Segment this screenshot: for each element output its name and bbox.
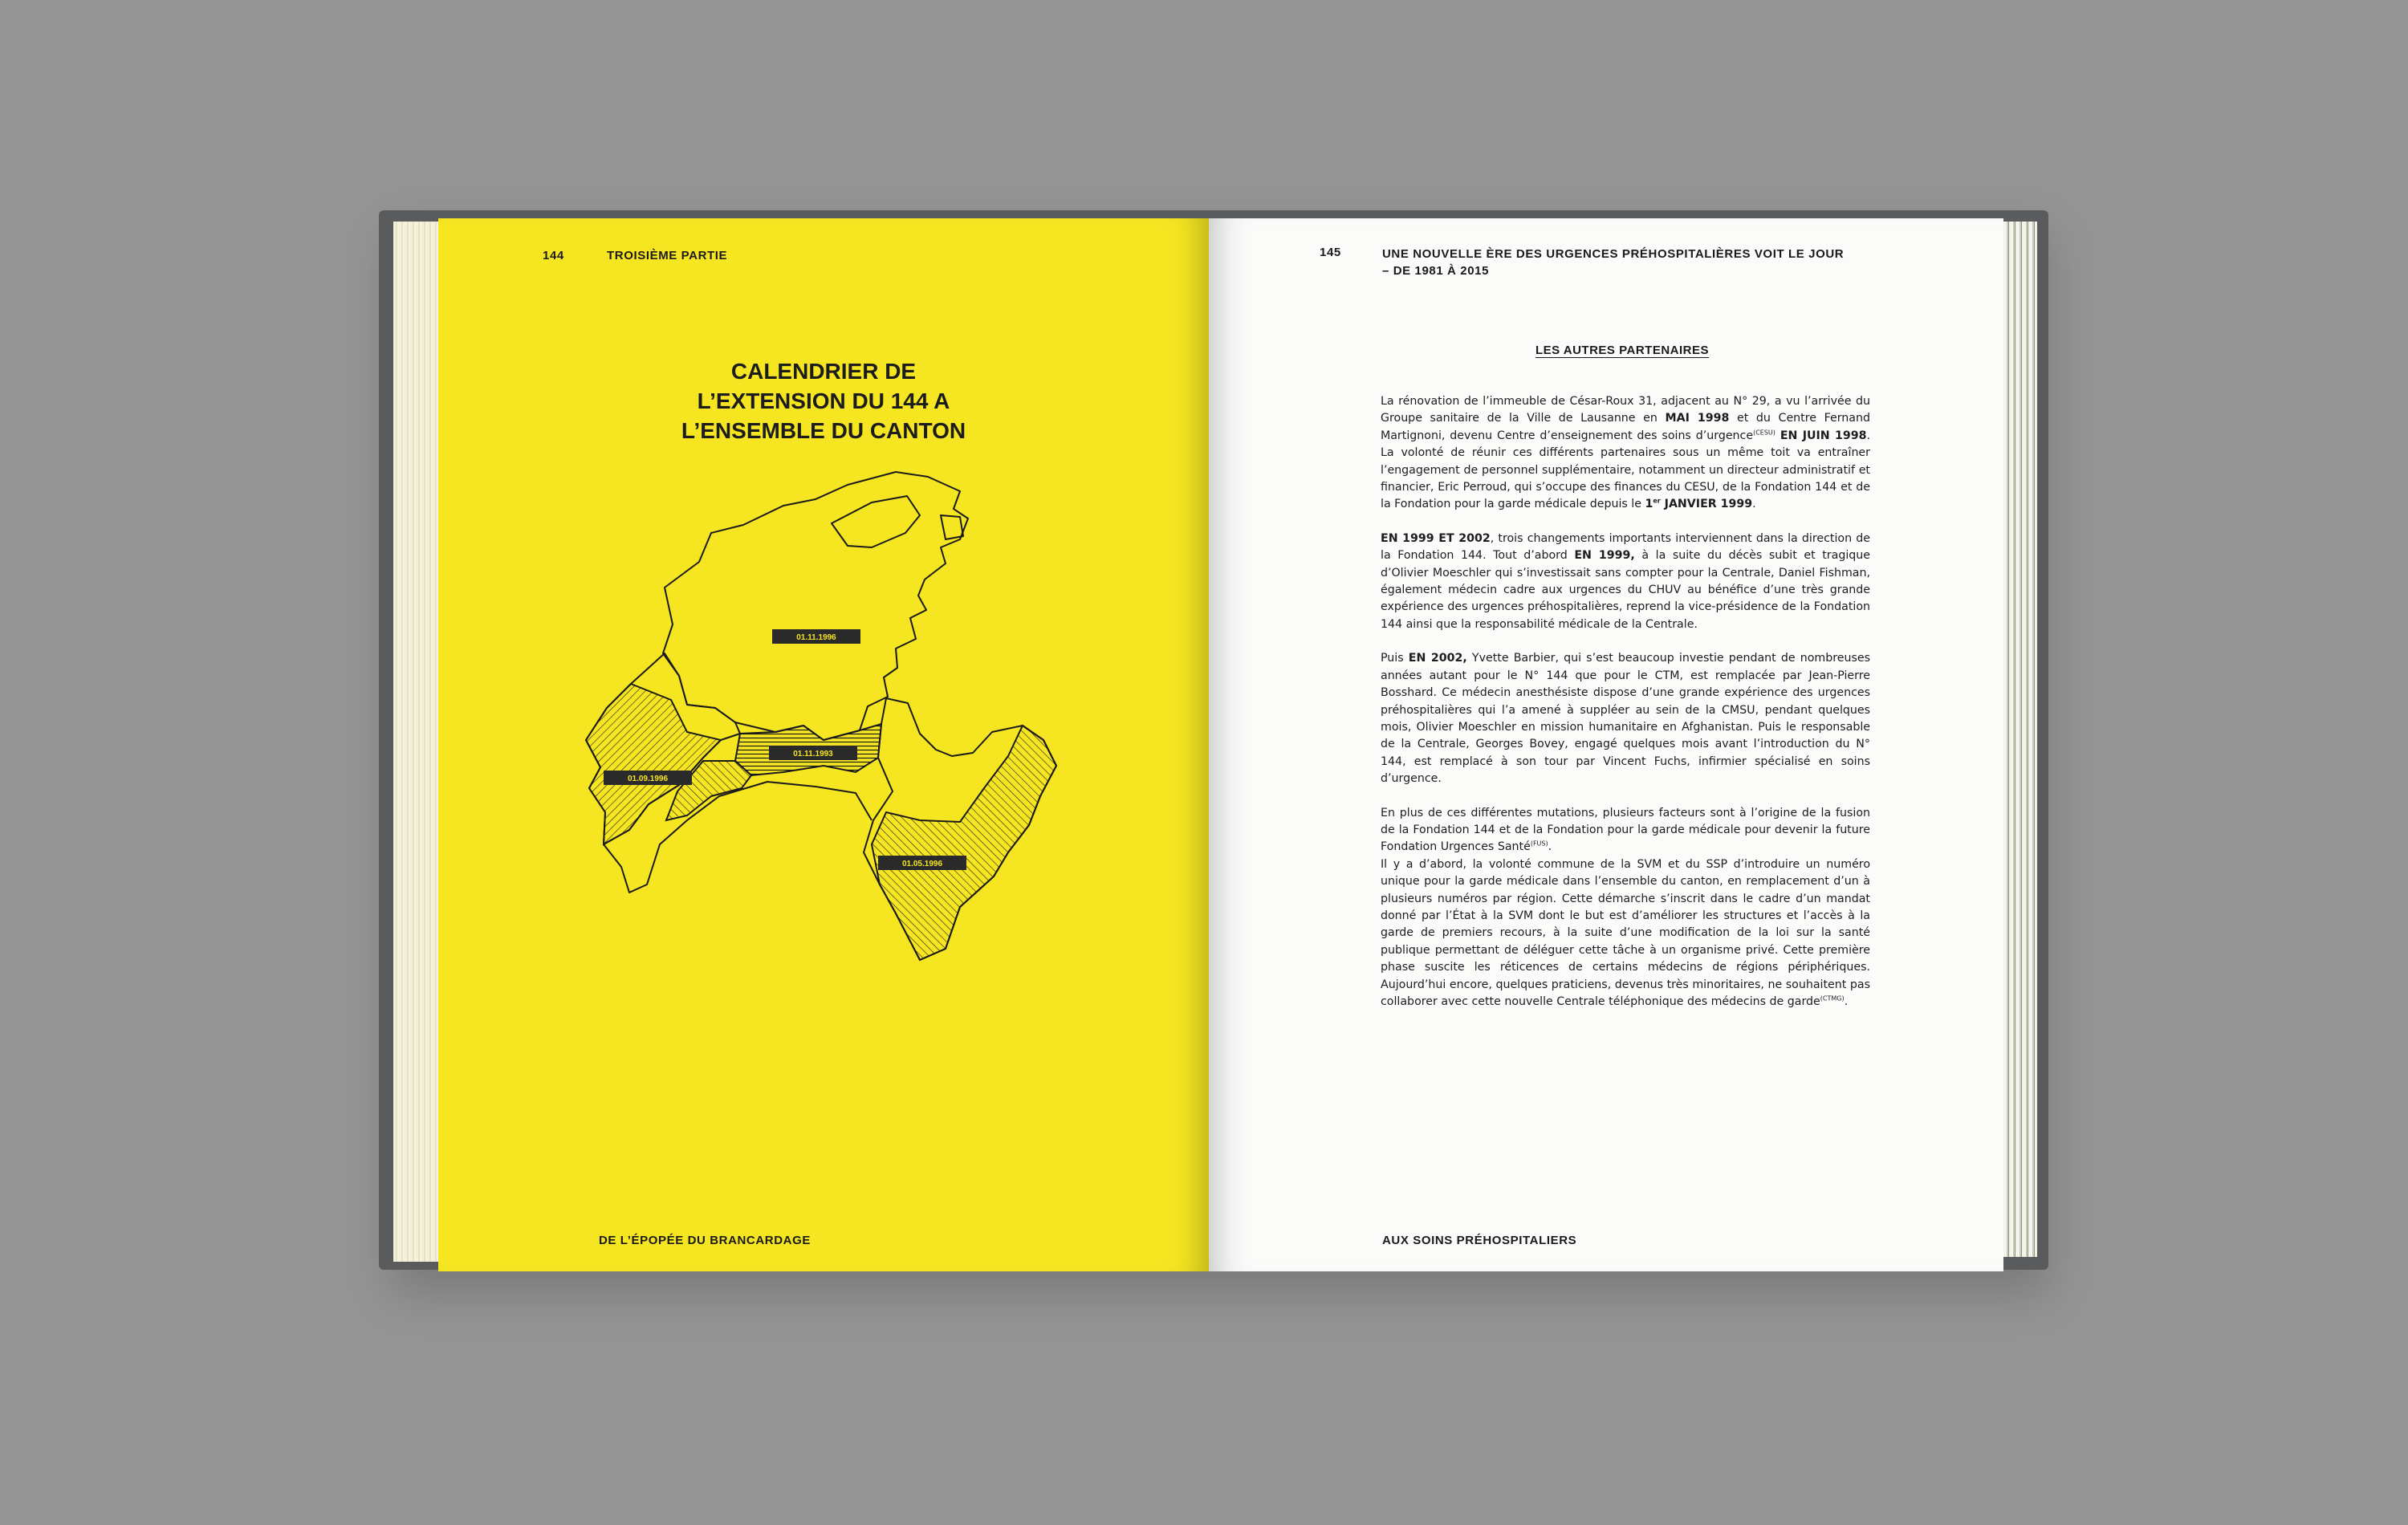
paragraph-4	[1381, 805, 1870, 856]
p5-text-end: .	[1844, 995, 1849, 1008]
p1-bold-june-1998: EN JUIN 1998	[1780, 429, 1867, 442]
p1-sup-cesu: (CESU)	[1753, 429, 1775, 437]
section-title-text: LES AUTRES PARTENAIRES	[1535, 344, 1710, 357]
right-running-head-line-1: UNE NOUVELLE ÈRE DES URGENCES PRÉHOSPITALIÈRES VOIT LE JOUR	[1382, 247, 1845, 261]
map-title-line-1: CALENDRIER DE	[730, 359, 917, 384]
map-label-north	[772, 629, 860, 644]
p2-text-d: à la suite du décès subit et tragique d’Olivier Moeschler qui s’investissait sans compter pour la Centrale, Daniel Fishman, également médecin cadre aux urgences du CHUV au bénéfice d’une très grande expérience des urgences préhospitalières, reprend la vice-présidence de la Fondation 144 ainsi que la responsabilité médicale de la Centrale.	[1381, 549, 1870, 631]
map-title-line-2: L’EXTENSION DU 144 A	[697, 388, 950, 413]
p1-sup-er: er	[1653, 497, 1661, 505]
p3-bold-2002: EN 2002,	[1408, 652, 1467, 665]
region-enclave	[941, 515, 963, 539]
map-label-east-text: 01.05.1996	[901, 860, 943, 868]
left-footer: DE L’ÉPOPÉE DU BRANCARDAGE	[599, 1234, 811, 1247]
paragraph-1	[1381, 393, 1870, 514]
map-title	[623, 356, 1024, 445]
p5-text-a: Il y a d’abord, la volonté commune de la SVM et du SSP d’introduire un numéro unique pour la garde médicale dans l’ensemble du canton, en remplacement d’un à plusieurs numéros par région. Cette démarche s’inscrit dans le cadre d’un mandat donné par l’État à la SVM dont le but est d’améliorer les structures et l’accès à la garde de premiers recours, à la suite d’une modification de la loi sur la santé publique permettant de déléguer cette tâche à un organisme privé. Cette première phase suscite les réticences de certains médecins de régions périphériques. Aujourd’hui encore, quelques praticiens, devenus très minoritaires, ne souhaitent pas collaborer avec cette nouvelle Centrale téléphonique des médecins de garde	[1381, 857, 1870, 1008]
map-label-center-text: 01.11.1993	[793, 750, 833, 758]
p5-sup-ctmg: (CTMG)	[1820, 994, 1845, 1002]
map-title-line-3: L’ENSEMBLE DU CANTON	[681, 418, 966, 443]
map-label-north-text: 01.11.1996	[796, 633, 836, 642]
section-title	[1369, 344, 1875, 357]
p2-text-b: , trois changements importants interviennent dans la direction de la Fondation 144. Tout d’abord	[1381, 531, 1870, 563]
canton-map	[583, 467, 1080, 981]
right-running-head	[1382, 246, 1844, 279]
p1-text-c: et du Centre Fernand Martignoni, devenu Centre d’enseignement des soins d’urgence	[1381, 412, 1870, 442]
left-running-head: TROISIÈME PARTIE	[607, 249, 728, 262]
right-running-head-line-2: – DE 1981 À 2015	[1382, 264, 1490, 278]
region-broye	[832, 496, 920, 547]
paragraph-5	[1381, 856, 1870, 1011]
right-page-number: 145	[1320, 246, 1341, 259]
p1-bold-may-1998: MAI 1998	[1665, 412, 1730, 425]
p4-sup-fus: (FUS)	[1530, 840, 1548, 848]
paragraph-3	[1381, 650, 1870, 787]
p1-text-end: .	[1752, 498, 1756, 511]
p1-text-a: La rénovation de l’immeuble de César-Roux 31, adjacent au N° 29, a vu l’arrivée du Groupe sanitaire de la Ville de Lausanne en	[1381, 395, 1870, 425]
body-text	[1381, 393, 1870, 1011]
left-page-number: 144	[543, 249, 564, 262]
map-label-west	[604, 771, 692, 785]
p1-text-f: . La volonté de réunir ces différents partenaires sous un même toit va entraîner l’engagement de personnel supplémentaire, notamment un directeur administratif et financier, Eric Perroud, qui s’occupe des finances du CESU, de la Fondation 144 et de la Fondation pour la garde médicale depuis le	[1381, 429, 1870, 511]
p3-text-c: Yvette Barbier, qui s’est beaucoup investie pendant de nombreuses années autant pour le N° 144 que pour le CTM, est remplacée par Jean-Pierre Bosshard. Ce médecin anesthésiste dispose d’une grande expérience des urgences préhospitalières qui l’a amené à suppléer au sein de la CMSU, pendant quelques mois, Olivier Moeschler en mission humanitaire en Afghanistan. Puis le responsable de la Centrale, Georges Bovey, engagé quelques mois avant l’introduction du N° 144, est remplacé à son tour par Vincent Fuchs, infirmier spécialisé en soins d’urgence.	[1381, 652, 1870, 786]
right-footer: AUX SOINS PRÉHOSPITALIERS	[1382, 1234, 1577, 1247]
region-north	[663, 472, 968, 740]
p1-bold-month-year: JANVIER 1999	[1660, 498, 1753, 511]
map-label-east	[878, 856, 966, 870]
page-edges-left	[393, 222, 441, 1262]
page-edges-right	[1999, 222, 2037, 1257]
p2-bold-1999-2002: EN 1999 ET 2002	[1381, 531, 1491, 545]
paragraph-2	[1381, 531, 1870, 633]
map-label-center	[769, 746, 857, 760]
hatched-region-east	[872, 726, 1056, 960]
map-label-west-text: 01.09.1996	[627, 775, 669, 783]
p3-text-a: Puis	[1381, 652, 1409, 665]
p1-bold-january-1999	[1645, 498, 1752, 510]
p1-bold-day: 1	[1645, 498, 1653, 511]
p4-text-end: .	[1548, 840, 1552, 854]
right-page	[1209, 218, 2003, 1271]
left-page	[438, 218, 1209, 1271]
p2-bold-1999: EN 1999,	[1574, 549, 1635, 563]
p4-text-a: En plus de ces différentes mutations, plusieurs facteurs sont à l’origine de la fusion de la Fondation 144 et de la Fondation pour la garde médicale pour devenir la future Fondation Urgences Santé	[1381, 806, 1870, 854]
